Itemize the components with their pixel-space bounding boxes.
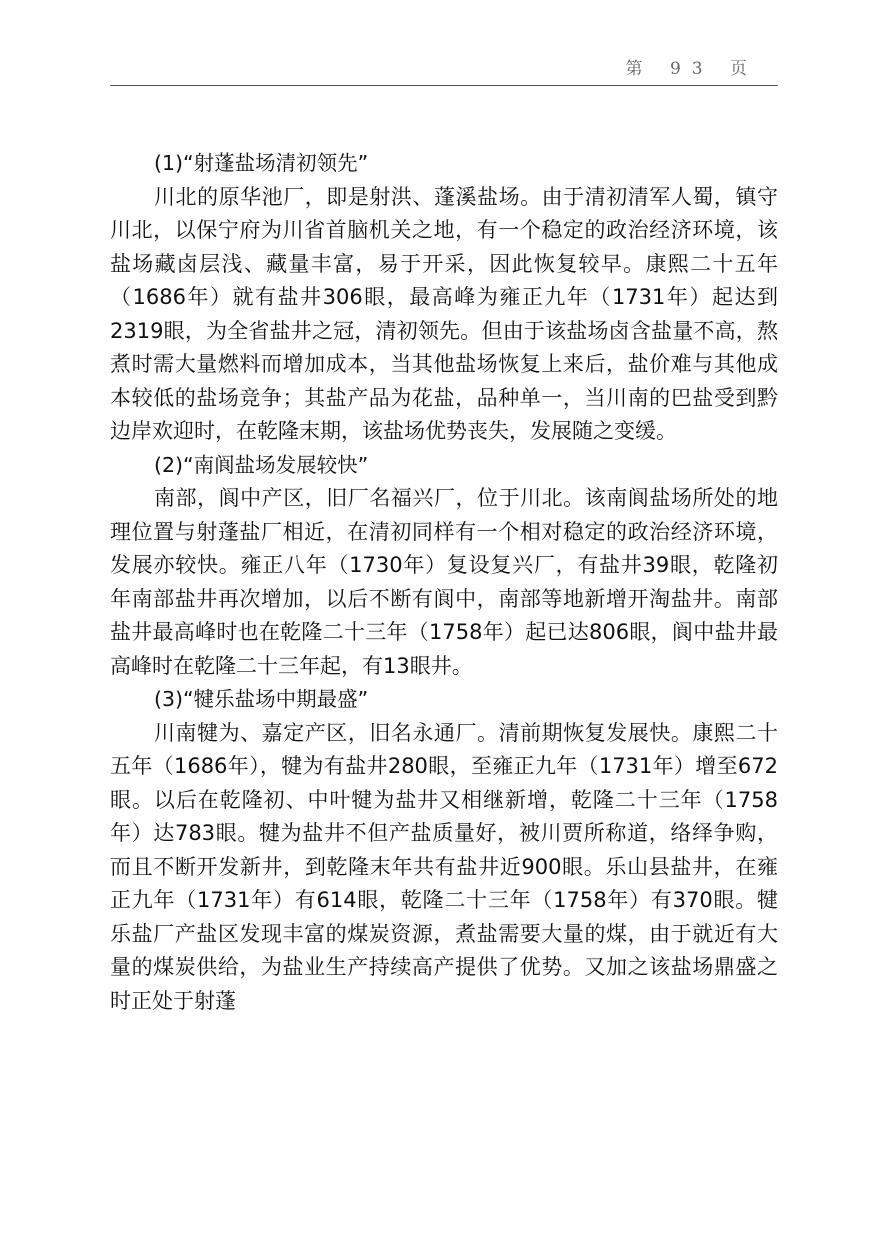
section-paragraph-3: 川南犍为、嘉定产区，旧名永通厂。清前期恢复发展快。康熙二十五年（1686年），犍为有盐井280眼，至雍正九年（1731年）增至672眼。以后在乾隆初、中叶犍为盐井又相继新增，乾隆二十三年（1758年）达783眼。犍为盐井不但产盐质量好，被川贾所称道，络绎争购，而且不断开发新井，到乾隆末年共有盐井近900眼。乐山县盐井，在雍正九年（1731年）有614眼，乾隆二十三年（1758年）有370眼。犍乐盐厂产盐区发现丰富的煤炭资源，煮盐需要大量的煤，由于就近有大量的煤炭供给，为盐业生产持续高产提供了优势。又加之该盐场鼎盛之时正处于射蓬 xyxy=(110,720,778,1013)
section-paragraph-2: 南部，阆中产区，旧厂名福兴厂，位于川北。该南阆盐场所处的地理位置与射蓬盐厂相近，在清初同样有一个相对稳定的政治经济环境，发展亦较快。雍正八年（1730年）复设复兴厂，有盐井39眼，乾隆初年南部盐井再次增加，以后不断有阆中，南部等地新增开淘盐井。南部盐井最高峰时也在乾隆二十三年（1758年）起已达806眼，阆中盐井最高峰时在乾隆二十三年起，有13眼井。 xyxy=(110,486,778,678)
section-heading-1: (1)“射蓬盐场清初领先” xyxy=(154,151,369,175)
section-heading-3: (3)“犍乐盐场中期最盛” xyxy=(154,687,369,711)
section-heading-2: (2)“南阆盐场发展较快” xyxy=(154,452,369,477)
header-divider xyxy=(110,85,778,86)
section-paragraph-1: 川北的原华池厂，即是射洪、蓬溪盐场。由于清初清军人蜀，镇守川北，以保宁府为川省首脑机关之地，有一个稳定的政治经济环境，该盐场藏卤层浅、藏量丰富，易于开采，因此恢复较早。康熙二十五年（1686年）就有盐井306眼，最高峰为雍正九年（1731年）起达到2319眼，为全省盐井之冠，清初领先。但由于该盐场卤含盐量不高，熬煮时需大量燃料而增加成本，当其他盐场恢复上来后，盐价难与其他成本较低的盐场竞争；其盐产品为花盐，品种单一，当川南的巴盐受到黔边岸欢迎时，在乾隆末期，该盐场优势丧失，发展随之变缓。 xyxy=(110,184,778,443)
page-number: 第 93 页 xyxy=(625,59,758,79)
document-body xyxy=(110,147,778,1018)
